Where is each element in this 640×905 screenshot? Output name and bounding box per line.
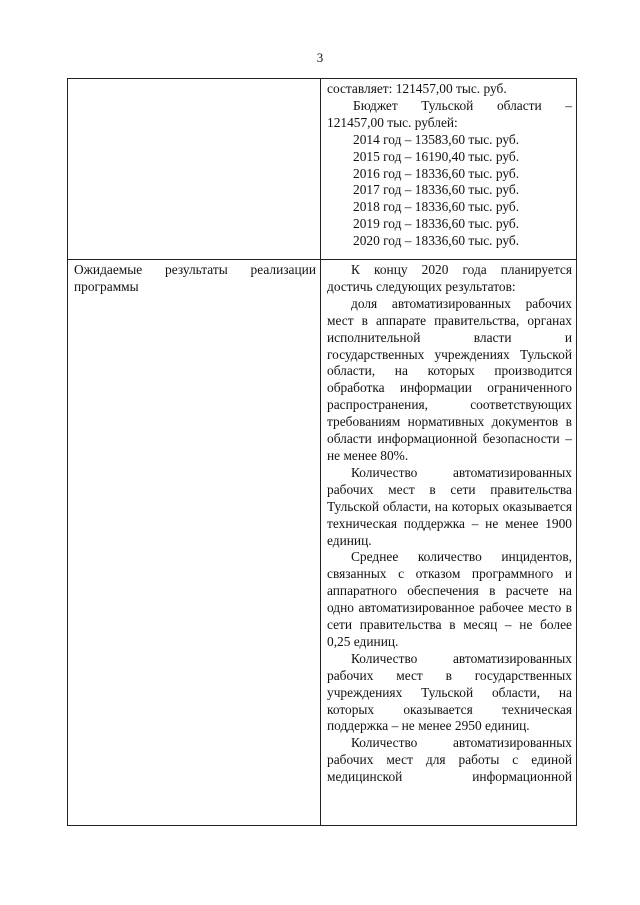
funding-budget-line: Бюджет Тульской области – xyxy=(353,97,572,113)
funding-year-2014: 2014 год – 13583,60 тыс. руб. xyxy=(353,131,520,147)
funding-year-2017: 2017 год – 18336,60 тыс. руб. xyxy=(353,182,520,198)
result-item-4: Количество автоматизированных рабочих мест в государственных учреждениях Тульской области, на которых оказывается техническая поддержка – не менее 2950 единиц. xyxy=(327,650,572,734)
result-item-2: Количество автоматизированных рабочих мест в сети правительства Тульской области, на которых оказывается техническая поддержка – не менее 1900 единиц. xyxy=(327,464,572,548)
result-item-3: Среднее количество инцидентов, связанных с отказом программного и аппаратного обеспечения в расчете на одно автоматизированное рабочее место в сети правительства в месяц – не более 0,25 единиц. xyxy=(327,549,572,649)
results-value-cell xyxy=(321,260,577,826)
funding-year-2016: 2016 год – 18336,60 тыс. руб. xyxy=(353,165,520,181)
funding-budget-sum: 121457,00 тыс. рублей: xyxy=(327,114,458,130)
page-number: 3 xyxy=(316,50,324,65)
results-label: Ожидаемые результаты реализации программы xyxy=(74,262,316,294)
funding-year-2018: 2018 год – 18336,60 тыс. руб. xyxy=(353,199,520,215)
result-item-5: Количество автоматизированных рабочих мест для работы с единой медицинской информационной xyxy=(327,735,572,785)
funding-year-2015: 2015 год – 16190,40 тыс. руб. xyxy=(353,148,520,164)
funding-value-cell xyxy=(321,79,577,260)
results-intro: К концу 2020 года планируется достичь следующих результатов: xyxy=(327,262,572,294)
result-item-1: доля автоматизированных рабочих мест в аппарате правительства, органах исполнительной власти и государственных учреждениях Тульской области, на которых производится обработка информации ограниченного распространения, соответствующих требованиям нормативных документов в области информационной безопасности – не менее 80%. xyxy=(327,295,572,463)
program-passport-table xyxy=(67,78,577,826)
funding-year-2019: 2019 год – 18336,60 тыс. руб. xyxy=(353,216,520,232)
results-label-cell xyxy=(68,260,321,826)
funding-total-line: составляет: 121457,00 тыс. руб. xyxy=(327,81,507,96)
table-row-results xyxy=(68,260,577,826)
funding-label-cell xyxy=(68,79,321,260)
funding-year-2020: 2020 год – 18336,60 тыс. руб. xyxy=(353,233,520,249)
table-row-funding xyxy=(68,79,577,260)
